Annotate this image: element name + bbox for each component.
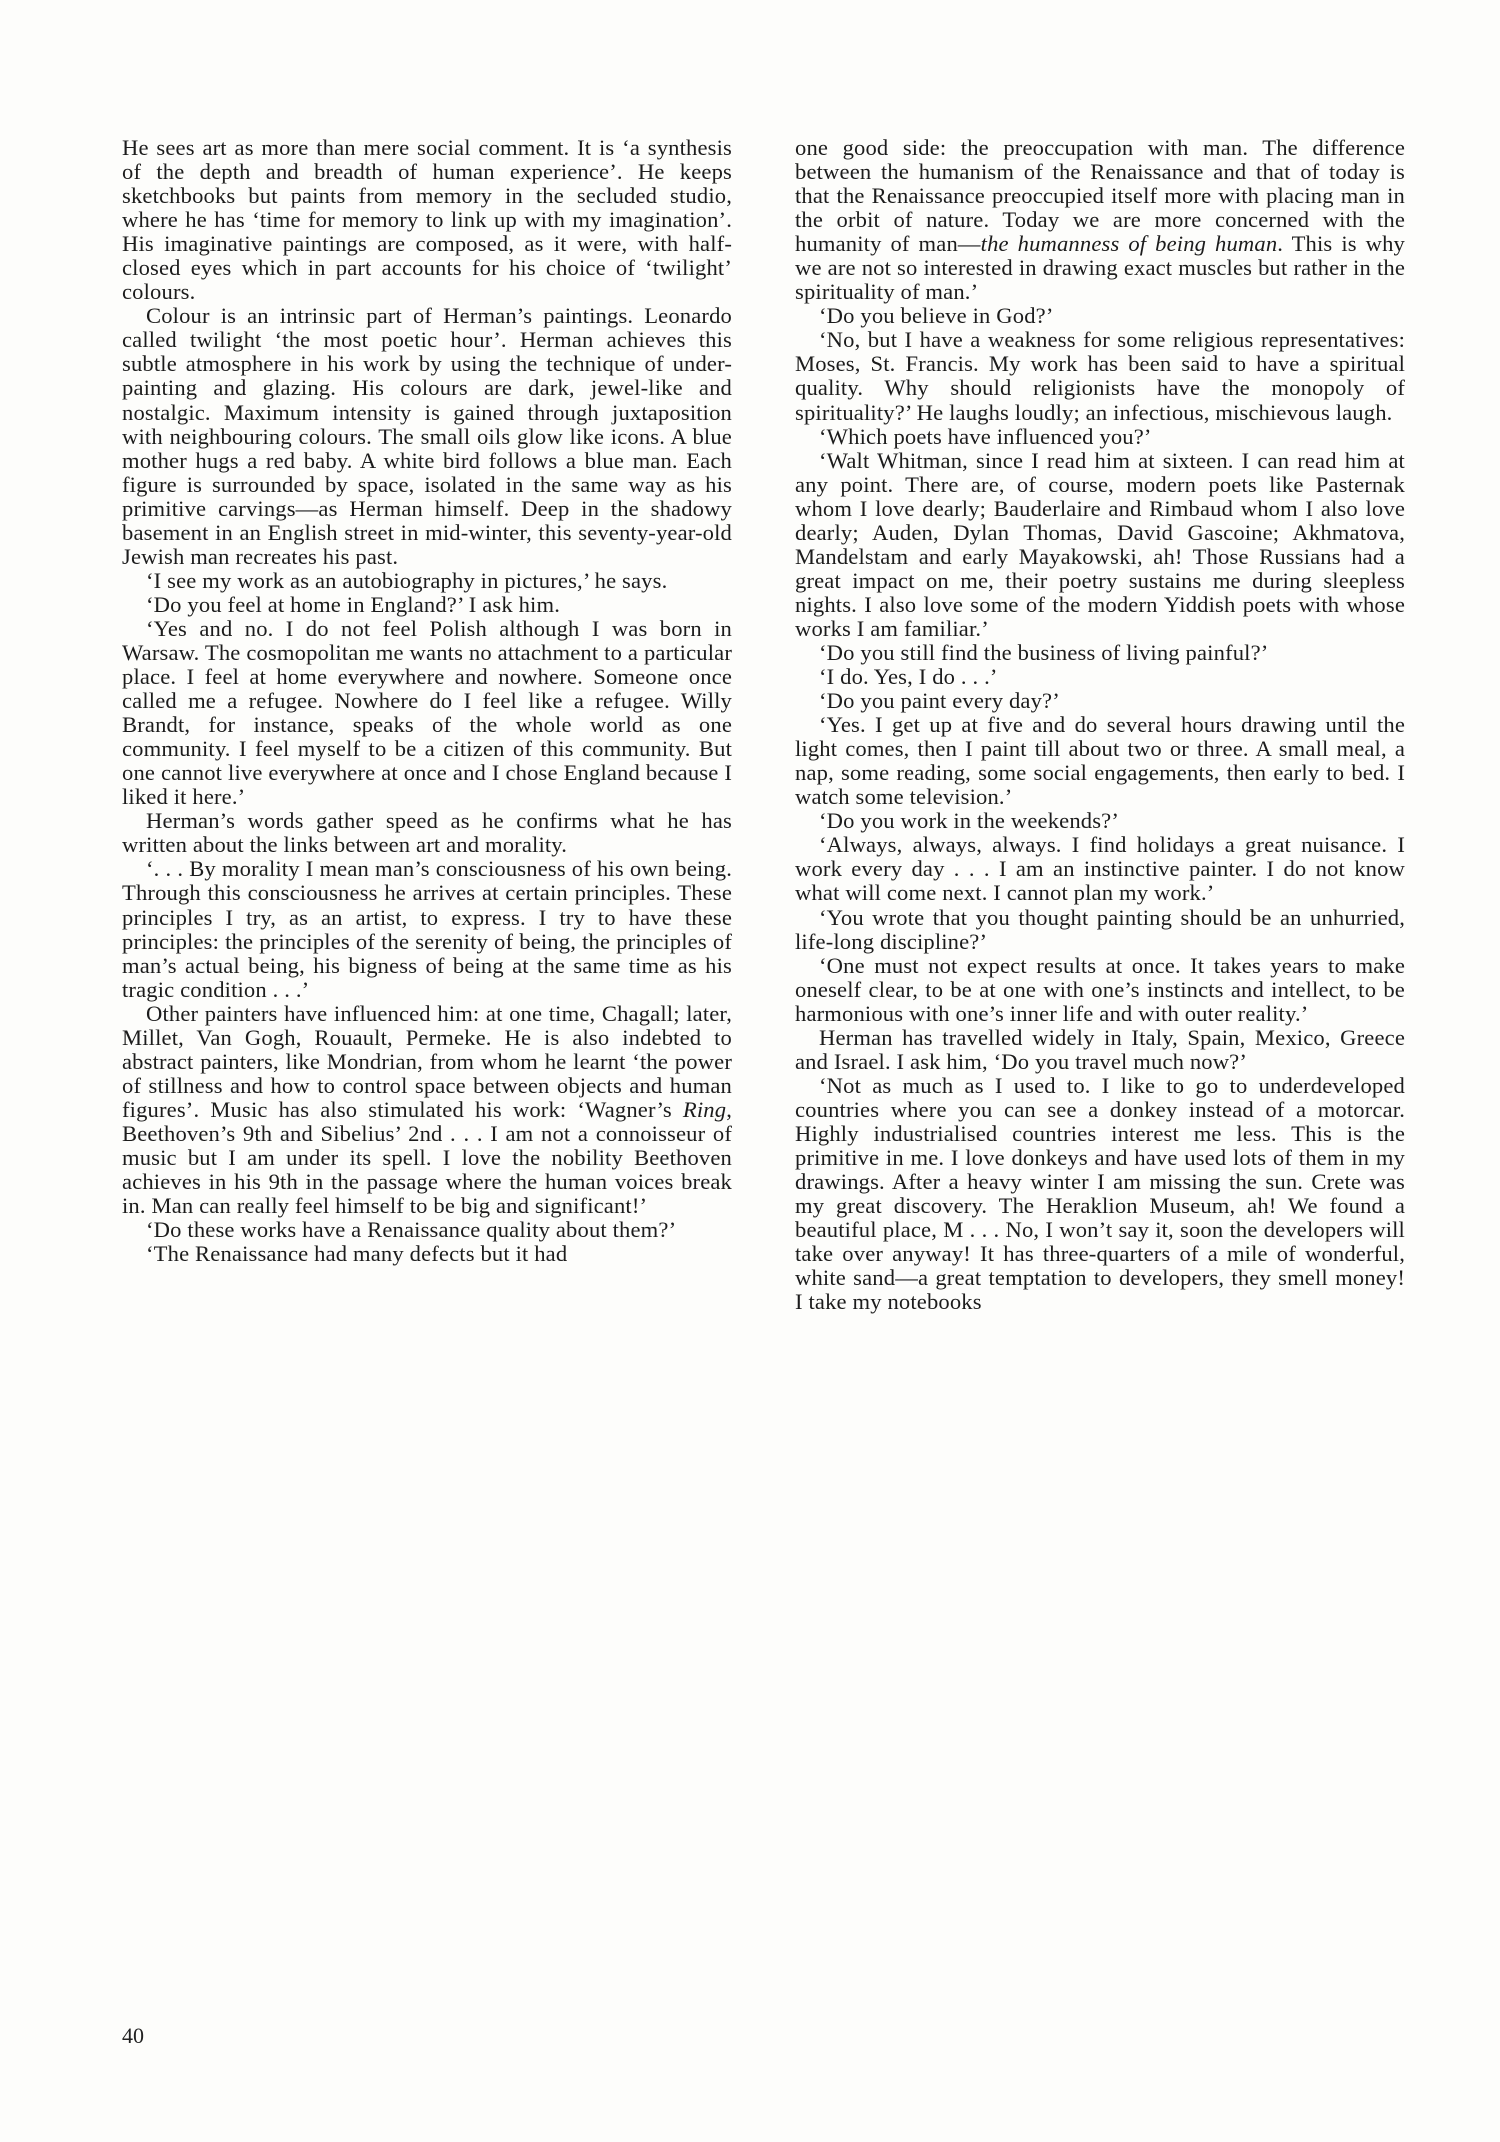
paragraph: ‘Yes and no. I do not feel Polish although I was born in Warsaw. The cosmopolitan me wants no attachment to a particular place. I feel at home everywhere and nowhere. Someone once called me a refugee. Nowhere do I feel like a refugee. Willy Brandt, for instance, speaks of the whole world as one community. I feel myself to be a citizen of this community. But one cannot live everywhere at once and I chose England because I liked it here.’	[122, 615, 732, 810]
paragraph: Herman’s words gather speed as he confirms what he has written about the links between art and morality.	[122, 808, 732, 858]
paragraph: ‘Do you work in the weekends?’	[819, 808, 1120, 834]
paragraph: ‘Walt Whitman, since I read him at sixteen. I can read him at any point. There are, of course, modern poets like Pasternak whom I love dearly; Bauderlaire and Rimbaud whom I also love dearly; Auden, Dylan Thomas, David Gascoine; Akhmatova, Mandelstam and early Mayakowski, ah! Those Russians had a great impact on me, their poetry sustains me during sleepless nights. I also love some of the modern Yiddish poets with whose works I am familiar.’	[795, 447, 1405, 641]
text-run: one good side: the preoccupation with man. The difference between the humanism of the Renaissance and that of today is that the Renaissance preoccupied itself more with placing man in the orbit of nature. Today we are more concerned with the humanity of man—	[795, 135, 1405, 257]
text-run: , Beethoven’s 9th and Sibelius’ 2nd . . . I am not a connoisseur of music but I am under its spell. I love the nobility Beethoven achieves in his 9th in the passage where the human voices break in. Man can really feel himself to be big and significant!’	[122, 1096, 732, 1219]
paragraph: ‘. . . By morality I mean man’s consciousness of his own being. Through this consciousness he arrives at certain principles. These principles I try, as an artist, to express. I try to have these principles: the principles of the serenity of being, the principles of man’s actual being, his bigness of being at the same time as his tragic condition . . .’	[122, 856, 732, 1002]
paragraph: ‘Yes. I get up at five and do several hours drawing until the light comes, then I paint till about two or three. A small meal, a nap, some reading, some social engagements, then early to bed. I watch some television.’	[795, 712, 1405, 810]
text-run: Other painters have influenced him: at one time, Chagall; later, Millet, Van Gogh, Rouault, Permeke. He is also indebted to abstract painters, like Mondrian, from whom he learnt ‘the power of stillness and how to control space between objects and human figures’. Music has also stimulated his work: ‘Wagner’s	[122, 1000, 732, 1122]
paragraph: ‘I see my work as an autobiography in pictures,’ he says.	[146, 567, 668, 593]
italic-title: Ring	[682, 1096, 727, 1122]
left-column	[122, 136, 732, 1266]
paragraph: ‘Do you feel at home in England?’ I ask him.	[146, 591, 561, 617]
paragraph	[122, 1002, 732, 1218]
right-column	[795, 136, 1405, 1314]
paragraph: ‘Do you believe in God?’	[819, 303, 1054, 329]
paragraph: ‘Do you paint every day?’	[819, 688, 1060, 714]
paragraph: ‘Not as much as I used to. I like to go to underdeveloped countries where you can see a donkey instead of a motorcar. Highly industrialised countries interest me less. This is the primitive in me. I love donkeys and have used lots of them in my drawings. After a heavy winter I am missing the sun. Crete was my great discovery. The Heraklion Museum, ah! We found a beautiful place, M . . . No, I won’t say it, soon the developers will take over anyway! It has three-quarters of a mile of wonderful, white sand—a great temptation to developers, they smell money! I take my notebooks	[795, 1072, 1405, 1315]
italic-phrase: the humanness of being human	[980, 231, 1278, 257]
paragraph: ‘Do you still find the business of living painful?’	[819, 639, 1269, 665]
paragraph: He sees art as more than mere social comment. It is ‘a synthesis of the depth and breadth of human experience’. He keeps sketchbooks but paints from memory in the secluded studio, where he has ‘time for memory to link up with my imagination’. His imaginative paintings are composed, as it were, with half-closed eyes which in part accounts for his choice of ‘twilight’ colours.	[122, 135, 732, 305]
paragraph: Colour is an intrinsic part of Herman’s paintings. Leonardo called twilight ‘the most poetic hour’. Herman achieves this subtle atmosphere in his work by using the technique of under-painting and glazing. His colours are dark, jewel-like and nostalgic. Maximum intensity is gained through juxtaposition with neighbouring colours. The small oils glow like icons. A blue mother hugs a red baby. A white bird follows a blue man. Each figure is surrounded by space, isolated in the same way as his primitive carvings—as Herman himself. Deep in the shadowy basement in an English street in mid-winter, this seventy-year-old Jewish man recreates his past.	[122, 303, 732, 569]
paragraph: ‘I do. Yes, I do . . .’	[819, 664, 998, 690]
paragraph: ‘Which poets have influenced you?’	[819, 423, 1152, 449]
paragraph	[795, 136, 1405, 304]
paragraph: ‘Do these works have a Renaissance quality about them?’	[146, 1217, 677, 1243]
paragraph: ‘You wrote that you thought painting should be an unhurried, life-long discipline?’	[795, 904, 1405, 954]
paragraph: ‘No, but I have a weakness for some religious representatives: Moses, St. Francis. My work has been said to have a spiritual quality. Why should religionists have the monopoly of spirituality?’ He laughs loudly; an infectious, mischievous laugh.	[795, 327, 1405, 425]
paragraph: ‘The Renaissance had many defects but it had	[146, 1241, 568, 1267]
paragraph: Herman has travelled widely in Italy, Spain, Mexico, Greece and Israel. I ask him, ‘Do you travel much now?’	[795, 1024, 1405, 1074]
text-run: . This is why we are not so interested in drawing exact muscles but rather in the spirituality of man.’	[795, 231, 1405, 305]
paragraph: ‘Always, always, always. I find holidays a great nuisance. I work every day . . . I am an instinctive painter. I do not know what will come next. I cannot plan my work.’	[795, 832, 1405, 906]
page-number: 40	[122, 2023, 144, 2048]
paragraph: ‘One must not expect results at once. It takes years to make oneself clear, to be at one with one’s instincts and intellect, to be harmonious with one’s inner life and with outer reality.’	[795, 952, 1405, 1026]
